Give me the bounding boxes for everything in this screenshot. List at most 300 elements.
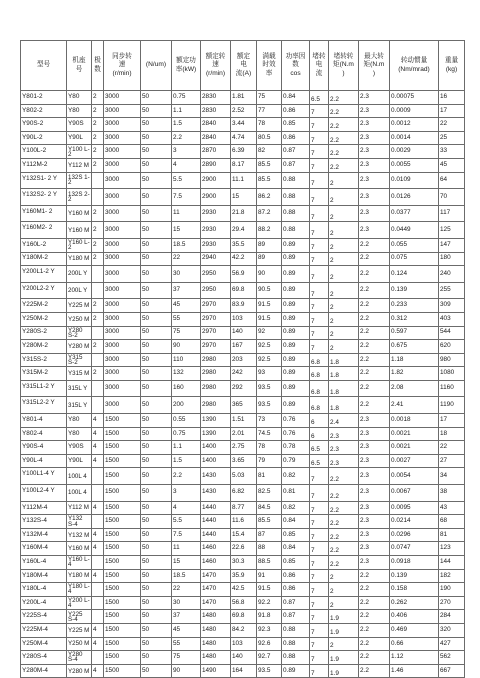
cell-max-torque: 2.2 [359,340,390,354]
cell-rated-speed: 1400 [201,441,231,455]
cell-locked-torque: 2 [329,205,359,222]
cell-power: 55 [172,312,201,326]
cell-torque-nm: 50 [141,326,172,340]
cell-model: Y801-2 [21,91,67,105]
cell-rated-speed: 1440 [201,528,231,542]
cell-efficiency: 93 [257,367,282,381]
cell-model: Y315L2-2 Y [21,397,67,414]
cell-pf: 0.87 [282,610,310,624]
cell-power: 18.5 [172,569,201,583]
cell-locked-torque: 2 [329,222,359,239]
cell-efficiency: 78 [257,441,282,455]
cell-max-torque: 2.2 [359,569,390,583]
cell-rated-speed: 2830 [201,104,231,118]
cell-model: Y250M-4 [21,637,67,651]
cell-model: Y100L2-4 Y [21,485,67,502]
cell-current: 56.9 [231,266,257,283]
cell-locked-current: 7 [310,266,329,283]
cell-pf: 0.85 [282,528,310,542]
cell-weight: 255 [439,282,465,299]
cell-model: Y132M-4 [21,528,67,542]
table-row [21,542,465,556]
cell-model: Y160M2- 2 [21,222,67,239]
cell-weight: 427 [439,637,465,651]
cell-current: 6.39 [231,145,257,159]
cell-weight: 403 [439,312,465,326]
cell-max-torque: 2.3 [359,468,390,485]
cell-max-torque: 2.2 [359,610,390,624]
cell-poles: 2 [92,367,104,381]
cell-weight: 45 [439,158,465,172]
cell-sync-speed: 3000 [104,312,141,326]
table-row [21,326,465,340]
cell-torque-nm: 50 [141,104,172,118]
cell-sync-speed: 3000 [104,205,141,222]
cell-pf: 0.89 [282,312,310,326]
cell-torque-nm: 50 [141,172,172,189]
cell-efficiency: 88 [257,542,282,556]
cell-locked-current: 7 [310,340,329,354]
cell-max-torque: 2.2 [359,238,390,252]
cell-model: Y160L-4 [21,556,67,570]
cell-torque-nm: 50 [141,380,172,397]
cell-current: 8.17 [231,158,257,172]
cell-sync-speed: 3000 [104,131,141,145]
cell-efficiency: 85.5 [257,515,282,529]
cell-locked-torque: 2 [329,189,359,206]
cell-sync-speed: 3000 [104,118,141,132]
cell-pf: 0.89 [282,367,310,381]
cell-torque-nm: 50 [141,583,172,597]
cell-pf: 0.81 [282,485,310,502]
header-text: 速 [118,61,126,69]
cell-rated-speed: 2980 [201,397,231,414]
cell-max-torque: 2.3 [359,118,390,132]
cell-torque-nm: 50 [141,222,172,239]
cell-poles [92,172,104,189]
cell-current: 69.8 [231,610,257,624]
cell-locked-current: 7 [310,583,329,597]
cell-pf: 0.88 [282,189,310,206]
cell-current: 2.75 [231,441,257,455]
cell-locked-torque: 2 [329,637,359,651]
cell-frame: Y80 [67,104,92,118]
cell-current: 11.6 [231,515,257,529]
cell-model: Y280M-4 [21,664,67,678]
cell-sync-speed: 1500 [104,583,141,597]
cell-power: 5.5 [172,515,201,529]
cell-power: 1.5 [172,118,201,132]
cell-efficiency: 77 [257,104,282,118]
cell-weight: 123 [439,542,465,556]
cell-weight: 620 [439,340,465,354]
cell-pf: 0.84 [282,542,310,556]
cell-locked-torque: 2 [329,596,359,610]
cell-current: 4.74 [231,131,257,145]
cell-max-torque: 2.3 [359,205,390,222]
cell-model: Y225S-4 [21,610,67,624]
table-row [21,312,465,326]
cell-rated-speed: 2930 [201,205,231,222]
table-row [21,637,465,651]
cell-efficiency: 90 [257,266,282,283]
cell-power: 90 [172,340,201,354]
header-text: 额定 [236,53,251,61]
cell-inertia: 0.0449 [390,222,439,239]
table-row [21,454,465,468]
cell-max-torque: 2.2 [359,299,390,313]
cell-rated-speed: 1440 [201,515,231,529]
cell-sync-speed: 1500 [104,485,141,502]
header-text: 电 [240,61,247,69]
cell-frame: 200L Y [67,266,92,283]
table-row [21,252,465,266]
cell-locked-current: 6.8 [310,380,329,397]
cell-locked-current: 7 [310,312,329,326]
cell-current: 56.8 [231,596,257,610]
cell-locked-torque: 2 [329,583,359,597]
cell-model: Y250M-2 [21,312,67,326]
cell-torque-nm: 50 [141,664,172,678]
cell-weight: 125 [439,222,465,239]
header-text: 额定转 [205,53,226,61]
cell-rated-speed: 1470 [201,583,231,597]
table-row [21,367,465,381]
cell-locked-torque: 2.2 [329,131,359,145]
cell-current: 42.2 [231,252,257,266]
cell-inertia: 0.0027 [390,454,439,468]
cell-frame: Y180 M [67,569,92,583]
cell-max-torque: 2.3 [359,556,390,570]
cell-frame: Y160 M [67,205,92,222]
cell-sync-speed: 3000 [104,252,141,266]
cell-locked-current: 6.5 [310,454,329,468]
cell-torque-nm: 50 [141,427,172,441]
cell-current: 1.81 [231,91,257,105]
cell-locked-torque: 2 [329,266,359,283]
cell-locked-current: 6.8 [310,353,329,367]
cell-max-torque: 2.2 [359,266,390,283]
cell-locked-torque: 2.2 [329,542,359,556]
cell-power: 30 [172,266,201,283]
cell-current: 21.8 [231,205,257,222]
column-header-power [172,41,201,91]
cell-locked-current: 6.5 [310,441,329,455]
cell-locked-torque: 2 [329,252,359,266]
header-text: 最大转 [364,53,384,61]
cell-inertia: 2.08 [390,380,439,397]
cell-rated-speed: 2980 [201,353,231,367]
cell-pf: 0.82 [282,501,310,515]
cell-efficiency: 85.5 [257,158,282,172]
cell-weight: 27 [439,454,465,468]
cell-weight: 34 [439,468,465,485]
column-header-max-torque [359,41,390,91]
cell-efficiency: 93.5 [257,664,282,678]
cell-poles: 2 [92,312,104,326]
cell-weight: 667 [439,664,465,678]
header-text: 矩(N.m [333,61,354,69]
cell-efficiency: 86.2 [257,189,282,206]
cell-max-torque: 2.2 [359,353,390,367]
cell-sync-speed: 1500 [104,454,141,468]
table-row [21,501,465,515]
table-row [21,380,465,397]
cell-pf: 0.89 [282,299,310,313]
cell-locked-torque: 2 [329,312,359,326]
header-text: 数 [292,61,299,69]
cell-inertia: 1.12 [390,651,439,665]
cell-poles: 4 [92,528,104,542]
cell-sync-speed: 3000 [104,222,141,239]
cell-weight: 320 [439,623,465,637]
cell-torque-nm: 50 [141,145,172,159]
cell-sync-speed: 1500 [104,501,141,515]
cell-locked-current: 7 [310,485,329,502]
cell-poles: 2 [92,205,104,222]
cell-locked-torque: 1.8 [329,353,359,367]
cell-power: 3 [172,145,201,159]
cell-current: 83.9 [231,299,257,313]
cell-locked-torque: 1.8 [329,397,359,414]
cell-power: 75 [172,651,201,665]
cell-locked-torque: 1.8 [329,380,359,397]
cell-pf: 0.89 [282,380,310,397]
cell-power: 3 [172,485,201,502]
cell-locked-torque: 2.2 [329,104,359,118]
cell-weight: 270 [439,596,465,610]
cell-torque-nm: 50 [141,131,172,145]
cell-poles: 2 [92,118,104,132]
cell-pf: 0.86 [282,583,310,597]
cell-locked-torque: 1.8 [329,367,359,381]
header-text: 同步转 [112,53,132,61]
cell-weight: 544 [439,326,465,340]
cell-max-torque: 2.2 [359,380,390,397]
cell-inertia: 0.262 [390,596,439,610]
cell-pf: 0.89 [282,353,310,367]
cell-frame: Y160 M [67,542,92,556]
header-text: ) [342,69,345,77]
cell-locked-torque: 1.9 [329,651,359,665]
cell-model: Y802-4 [21,427,67,441]
cell-poles: 4 [92,542,104,556]
cell-poles: 4 [92,623,104,637]
cell-locked-current: 7 [310,556,329,570]
cell-poles: 4 [92,427,104,441]
cell-weight: 1190 [439,397,465,414]
cell-locked-current: 7 [310,145,329,159]
cell-rated-speed: 2830 [201,91,231,105]
cell-frame: Y250 M [67,312,92,326]
cell-pf: 0.84 [282,515,310,529]
cell-locked-current: 7 [310,528,329,542]
header-text: 号 [75,65,83,73]
cell-rated-speed: 2970 [201,312,231,326]
cell-poles [92,282,104,299]
cell-model: Y90S-2 [21,118,67,132]
cell-rated-speed: 2900 [201,172,231,189]
cell-poles [92,651,104,665]
cell-locked-current: 7 [310,238,329,252]
header-text: 满载 [262,53,276,61]
table-row [21,427,465,441]
cell-torque-nm: 50 [141,441,172,455]
cell-frame: Y80 [67,427,92,441]
cell-pf: 0.88 [282,623,310,637]
cell-inertia: 0.00075 [390,91,439,105]
cell-inertia: 0.0054 [390,468,439,485]
cell-current: 167 [231,340,257,354]
cell-current: 15.4 [231,528,257,542]
cell-inertia: 0.158 [390,583,439,597]
cell-max-torque: 2.3 [359,528,390,542]
cell-pf: 0.88 [282,205,310,222]
cell-sync-speed: 1500 [104,651,141,665]
cell-model: Y132S2- 2 Y [21,189,67,206]
cell-power: 1.1 [172,441,201,455]
cell-weight: 22 [439,441,465,455]
cell-power: 2.2 [172,131,201,145]
cell-pf: 0.89 [282,326,310,340]
cell-torque-nm: 50 [141,252,172,266]
cell-rated-speed: 2890 [201,158,231,172]
cell-inertia: 0.0021 [390,427,439,441]
cell-torque-nm: 50 [141,353,172,367]
cell-frame: Y280 S-4 [67,651,92,665]
cell-inertia: 0.0747 [390,542,439,556]
cell-efficiency: 73 [257,414,282,428]
cell-max-torque: 2.2 [359,623,390,637]
cell-efficiency: 74.5 [257,427,282,441]
table-row [21,528,465,542]
cell-inertia: 2.41 [390,397,439,414]
cell-weight: 33 [439,145,465,159]
cell-inertia: 0.075 [390,252,439,266]
cell-current: 6.82 [231,485,257,502]
header-text: 流 [315,69,323,77]
cell-max-torque: 2.2 [359,397,390,414]
table-row [21,222,465,239]
cell-torque-nm: 50 [141,91,172,105]
cell-rated-speed: 1430 [201,468,231,485]
cell-locked-current: 7 [310,596,329,610]
table-row [21,340,465,354]
cell-inertia: 0.0377 [390,205,439,222]
cell-max-torque: 2.2 [359,664,390,678]
cell-inertia: 0.597 [390,326,439,340]
cell-inertia: 1.82 [390,367,439,381]
cell-pf: 0.76 [282,414,310,428]
cell-pf: 0.89 [282,340,310,354]
cell-rated-speed: 2840 [201,118,231,132]
cell-current: 365 [231,397,257,414]
cell-frame: Y280 S-2 [67,326,92,340]
cell-model: Y200L-4 [21,596,67,610]
cell-model: Y180L-4 [21,583,67,597]
cell-frame: Y160 L-2 [68,239,90,252]
cell-current: 84.2 [231,623,257,637]
cell-model: Y280S-2 [21,326,67,340]
cell-poles: 2 [92,104,104,118]
cell-efficiency: 93.5 [257,380,282,397]
cell-locked-current: 6.5 [310,91,329,105]
cell-rated-speed: 1480 [201,623,231,637]
column-header-locked-current [310,41,329,91]
cell-poles: 2 [92,145,104,159]
cell-locked-current: 7 [310,326,329,340]
cell-max-torque: 2.3 [359,145,390,159]
cell-inertia: 0.0014 [390,131,439,145]
motor-spec-table [20,40,465,678]
cell-current: 69.8 [231,282,257,299]
cell-current: 22.6 [231,542,257,556]
cell-efficiency: 92.2 [257,596,282,610]
cell-torque-nm: 50 [141,454,172,468]
cell-power: 75 [172,326,201,340]
cell-rated-speed: 2840 [201,131,231,145]
cell-sync-speed: 1500 [104,556,141,570]
cell-inertia: 0.312 [390,312,439,326]
cell-locked-current: 7 [310,664,329,678]
cell-power: 11 [172,205,201,222]
cell-poles [92,189,104,206]
cell-poles [92,610,104,624]
table-row [21,145,465,159]
cell-efficiency: 93.5 [257,397,282,414]
column-header-poles [92,41,104,91]
cell-inertia: 0.406 [390,610,439,624]
cell-sync-speed: 3000 [104,353,141,367]
cell-frame: Y90L [67,131,92,145]
cell-rated-speed: 2970 [201,326,231,340]
cell-poles [92,266,104,283]
cell-frame: Y100 L-2 [68,145,90,158]
cell-max-torque: 2.3 [359,414,390,428]
column-header-rated-speed [201,41,231,91]
cell-rated-speed: 1480 [201,637,231,651]
cell-pf: 0.86 [282,104,310,118]
cell-poles: 2 [92,131,104,145]
cell-sync-speed: 3000 [104,189,141,206]
cell-locked-current: 7 [310,610,329,624]
cell-model: Y160L-2 [21,238,67,252]
cell-locked-current: 6.8 [310,367,329,381]
cell-current: 242 [231,367,257,381]
cell-poles [92,556,104,570]
header-text: 功率因 [285,53,306,61]
cell-weight: 284 [439,610,465,624]
cell-locked-torque: 2.2 [329,515,359,529]
table-header [21,41,465,91]
cell-poles [92,468,104,485]
cell-model: Y225M-4 [21,623,67,637]
header-text: (r/min) [205,69,226,77]
cell-frame: 100L 4 [67,485,92,502]
cell-sync-speed: 3000 [104,238,141,252]
cell-model: Y315S-2 [21,353,67,367]
header-text: ) [372,69,376,77]
header-text: 额定功 [176,57,196,65]
cell-power: 0.75 [172,91,201,105]
column-header-model [21,41,67,91]
cell-sync-speed: 3000 [104,367,141,381]
cell-pf: 0.85 [282,556,310,570]
column-header-sync-speed [104,41,141,91]
cell-frame: Y200 L-4 [68,597,90,610]
cell-current: 35.9 [231,569,257,583]
cell-power: 132 [172,367,201,381]
